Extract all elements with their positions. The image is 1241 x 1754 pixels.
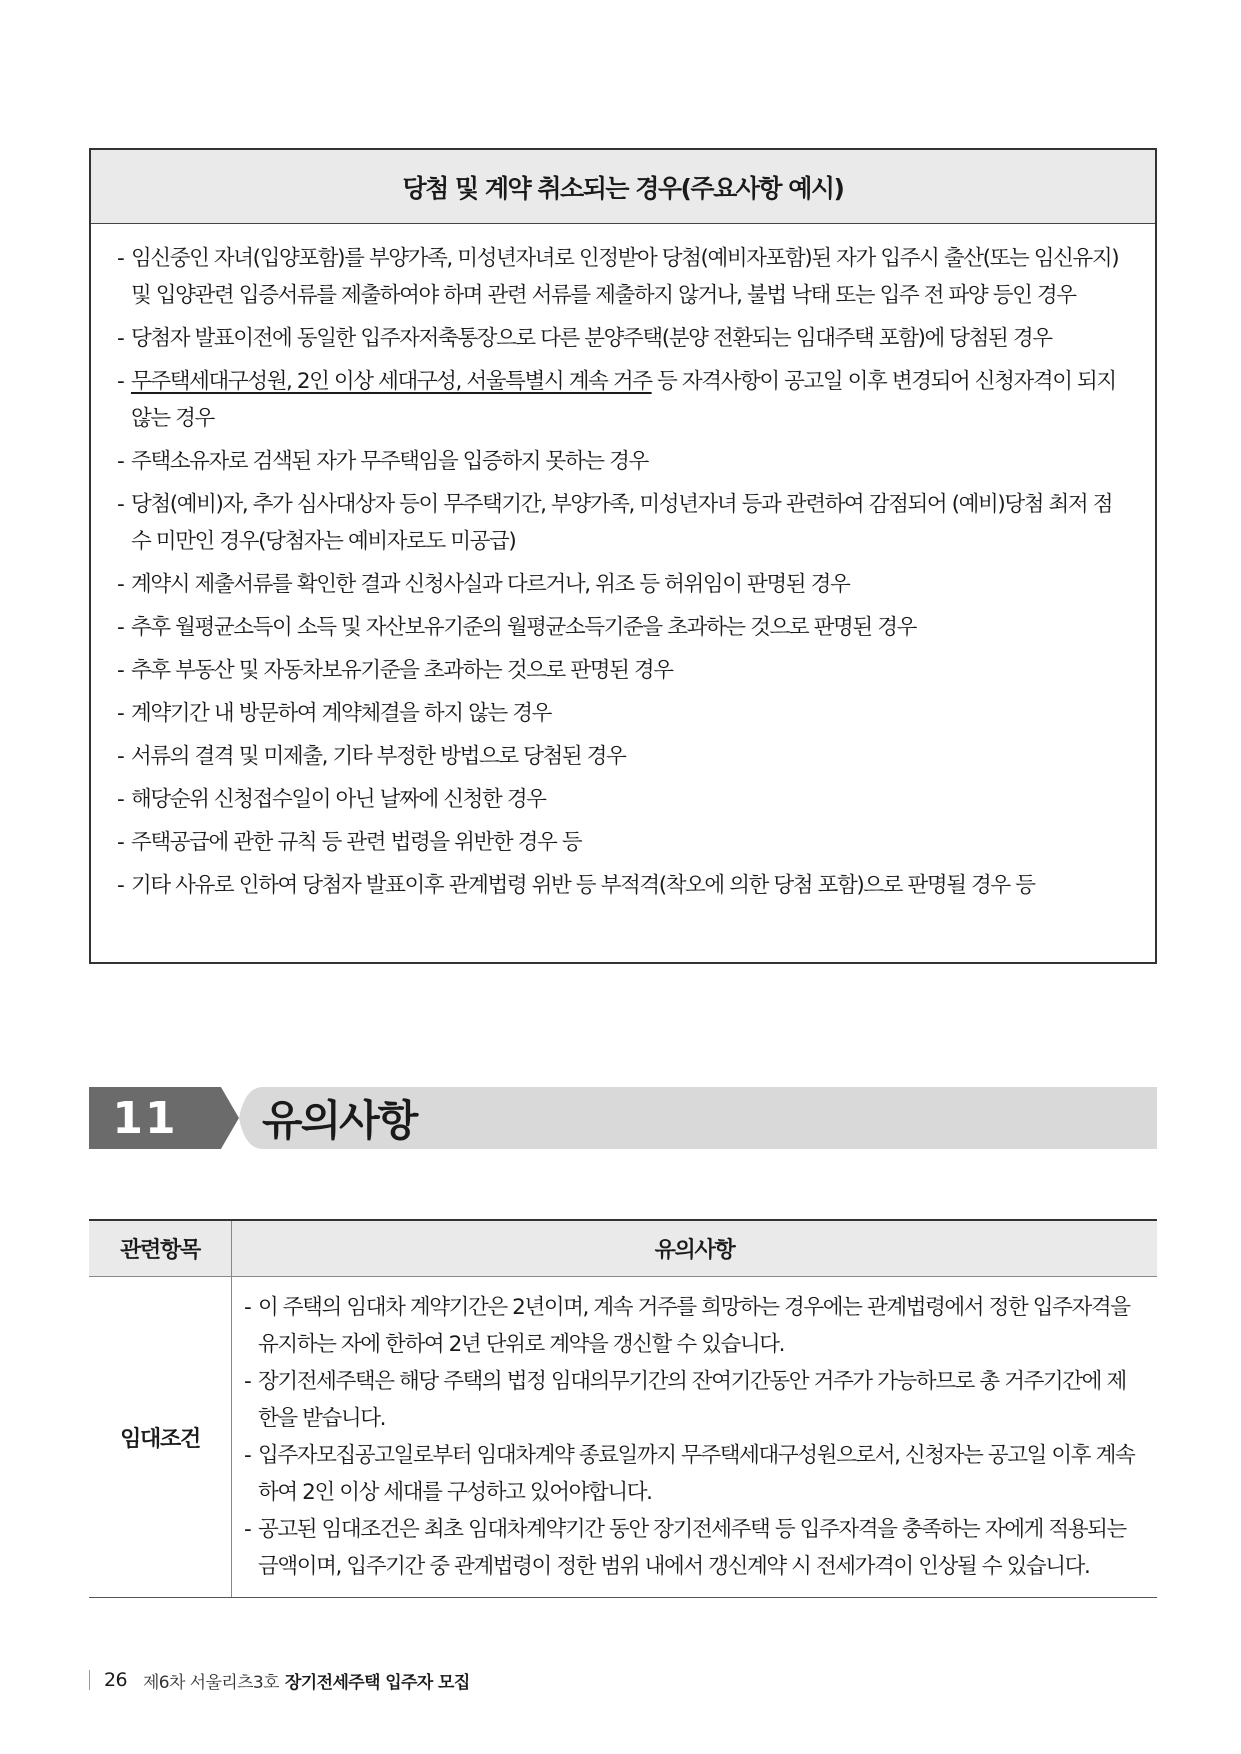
list-item: - 해당순위 신청접수일이 아닌 날짜에 신청한 경우 [117, 787, 546, 812]
list-item: - 주택공급에 관한 규칙 등 관련 법령을 위반한 경우 등 [117, 830, 582, 855]
page-number: 26 [104, 1669, 127, 1691]
underlined-text: 무주택세대구성원, 2인 이상 세대구성, 서울특별시 계속 거주 [131, 369, 652, 394]
table-header-notes: 유의사항 [232, 1220, 1158, 1277]
footer-subtitle: 제6차 서울리츠3호 [142, 1672, 279, 1693]
footer-divider [89, 1670, 90, 1690]
table-cell-category: 임대조건 [89, 1277, 232, 1598]
note-item: - 공고된 임대조건은 최초 임대차계약기간 동안 장기전세주택 등 입주자격을 충족하는 자에게 적용되는 금액이며, 입주기간 중 관계법령이 정한 범위 내에서 갱신계약 시 전세가격이 인상될 수 있습니다. [244, 1517, 1126, 1579]
cancellation-list [91, 224, 1155, 904]
section-number: 11 [89, 1087, 201, 1149]
list-item: - 무주택세대구성원, 2인 이상 세대구성, 서울특별시 계속 거주 등 자격사항이 공고일 이후 변경되어 신청자격이 되지 않는 경우 [117, 369, 1116, 431]
list-item: - 당첨자 발표이전에 동일한 입주자저축통장으로 다른 분양주택(분양 전환되는 임대주택 포함)에 당첨된 경우 [117, 326, 1052, 351]
list-item: - 당첨(예비)자, 추가 심사대상자 등이 무주택기간, 부양가족, 미성년자녀 등과 관련하여 감점되어 (예비)당첨 최저 점수 미만인 경우(당첨자는 예비자로도 미공급) [117, 492, 1113, 554]
note-item: - 입주자모집공고일로부터 임대차계약 종료일까지 무주택세대구성원으로서, 신청자는 공고일 이후 계속하여 2인 이상 세대를 구성하고 있어야합니다. [244, 1443, 1135, 1505]
section-arrow-icon [199, 1087, 263, 1149]
list-item: - 추후 월평균소득이 소득 및 자산보유기준의 월평균소득기준을 초과하는 것으로 판명된 경우 [117, 615, 916, 640]
list-item: - 주택소유자로 검색된 자가 무주택임을 입증하지 못하는 경우 [117, 449, 648, 474]
list-item: - 계약기간 내 방문하여 계약체결을 하지 않는 경우 [117, 701, 551, 726]
note-item: - 이 주택의 임대차 계약기간은 2년이며, 계속 거주를 희망하는 경우에는 관계법령에서 정한 입주자격을 유지하는 자에 한하여 2년 단위로 계약을 갱신할 수 있습니다. [244, 1295, 1130, 1357]
section-title: 유의사항 [262, 1096, 417, 1145]
table-header-category: 관련항목 [89, 1220, 232, 1277]
list-item: - 추후 부동산 및 자동차보유기준을 초과하는 것으로 판명된 경우 [117, 658, 673, 683]
list-item: - 기타 사유로 인하여 당첨자 발표이후 관계법령 위반 등 부적격(착오에 의한 당첨 포함)으로 판명될 경우 등 [117, 873, 1035, 898]
table-cell-notes [232, 1277, 1158, 1598]
notes-table [89, 1219, 1157, 1598]
list-item: - 임신중인 자녀(입양포함)를 부양가족, 미성년자녀로 인정받아 당첨(예비자포함)된 자가 입주시 출산(또는 임신유지) 및 입양관련 입증서류를 제출하여야 하며 관련 서류를 제출하지 않거나, 불법 낙태 또는 입주 전 파양 등인 경우 [117, 246, 1119, 308]
note-item: - 장기전세주택은 해당 주택의 법정 임대의무기간의 잔여기간동안 거주가 가능하므로 총 거주기간에 제한을 받습니다. [244, 1369, 1126, 1431]
list-item: - 서류의 결격 및 미제출, 기타 부정한 방법으로 당첨된 경우 [117, 744, 626, 769]
list-item: - 계약시 제출서류를 확인한 결과 신청사실과 다르거나, 위조 등 허위임이 판명된 경우 [117, 572, 850, 597]
cancellation-box-title: 당첨 및 계약 취소되는 경우(주요사항 예시) [91, 150, 1155, 224]
table-row [89, 1277, 1157, 1598]
footer-title: 장기전세주택 입주자 모집 [284, 1672, 470, 1693]
cancellation-box [89, 148, 1157, 964]
page-footer [89, 1666, 470, 1694]
